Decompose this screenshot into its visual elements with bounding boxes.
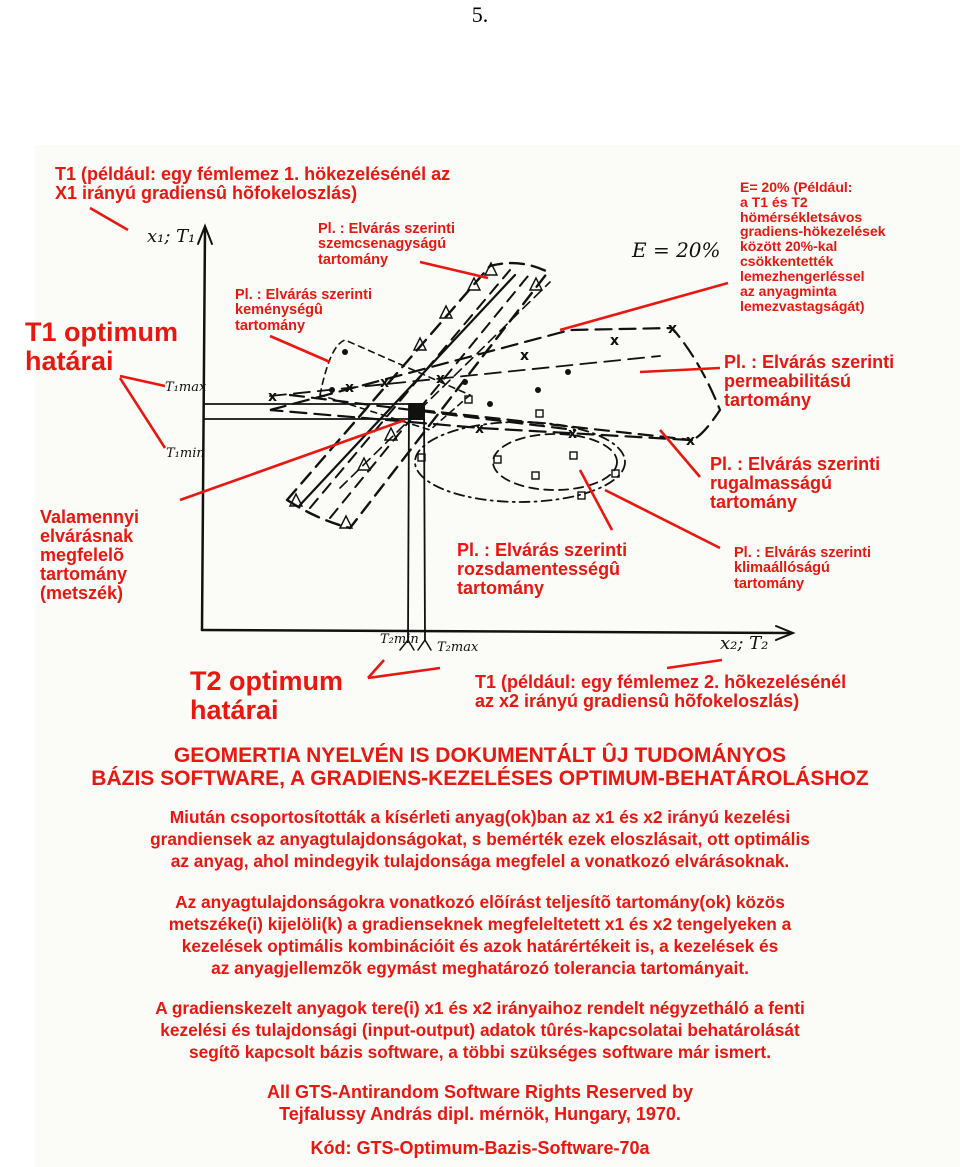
t1-optimum-label: T1 optimum határai [25, 317, 178, 376]
t2-optimum-label: T2 optimum határai [190, 666, 343, 725]
svg-text:x: x [568, 426, 578, 442]
svg-text:x: x [345, 380, 355, 396]
svg-text:x: x [686, 433, 696, 449]
pointer-permeability [640, 368, 720, 372]
pointer-e [560, 283, 728, 330]
climate-label: Pl. : Elvárás szerinti klimaállóságú tartomány [734, 545, 872, 592]
svg-text:x: x [268, 389, 278, 405]
pointer-t2-heading [667, 660, 722, 668]
y-axis-label: x₁; T₁ [147, 226, 196, 247]
e-value-label: E = 20% [632, 238, 721, 262]
paragraph-2: Az anyagtulajdonságokra vonatkozó elõírást teljesítõ tartomány(ok) közös metszéke(i) kijelöli(k) a gradienseknek megfeleltetett x1 és x2 tengelyeken a kezelések optimális kombinációit és azok határértékeit is, a kezelések és az anyagjellemzõk egymást meghatározó tolerancia tartományait. [168, 892, 792, 978]
x-axis [202, 630, 792, 633]
intersection-label: Valamennyi elvárásnak megfelelõ tartomány (metszék) [40, 507, 140, 604]
t1-heading: T1 (például: egy fémlemez 1. hökezelésénél az X1 irányú gradiensû hõfokeloszlás) [55, 164, 451, 204]
svg-text:x: x [436, 371, 446, 387]
svg-text:x: x [475, 421, 485, 437]
pointer-t1max [120, 376, 165, 386]
hardness-label: Pl. : Elvárás szerinti keménységû tartomány [235, 287, 373, 334]
elasticity-label: Pl. : Elvárás szerinti rugalmasságú tartomány [710, 454, 881, 513]
pointer-t2-b [368, 668, 440, 678]
stainless-oval [415, 422, 625, 502]
t1max-label: T₁max [165, 380, 207, 395]
page-number: 5. [471, 2, 489, 27]
optimum-intersection [409, 403, 425, 420]
t2min-label: T₂min [380, 632, 419, 647]
climate-oval [493, 434, 617, 490]
t1min-label: T₁min [166, 446, 205, 461]
pointer-t1-heading [90, 208, 128, 230]
pointer-hardness [270, 336, 330, 362]
x-axis-label: x₂; T₂ [720, 633, 769, 654]
svg-text:x: x [380, 375, 390, 391]
e-note: E= 20% (Például: a T1 és T2 hömérsékletsávos gradiens-hökezelések között 20%-kal csökkentették lemezhengerléssel az anyagminta lemezvastagságát) [740, 179, 886, 314]
pointer-intersection [180, 420, 405, 500]
grain-size-label: Pl. : Elvárás szerinti szemcsenagyságú tartomány [318, 221, 456, 268]
t2-heading: T1 (például: egy fémlemez 2. hõkezelésénél az x2 irányú gradiensû hõfokeloszlás) [475, 672, 847, 712]
t2max-label: T₂max [437, 640, 479, 655]
rights-notice: All GTS-Antirandom Software Rights Reserved by Tejfalussy András dipl. mérnök, Hungary, 1970. [266, 1082, 694, 1124]
elasticity-line-a [290, 395, 575, 430]
permeability-label: Pl. : Elvárás szerinti permeabilitású tartomány [724, 352, 895, 411]
main-title: GEOMERTIA NYELVÉN IS DOKUMENTÁLT ÛJ TUDOMÁNYOS BÁZIS SOFTWARE, A GRADIENS-KEZELÉSES OPTIMUM-BEHATÁROLÁSHOZ [91, 744, 869, 790]
pointer-stainless [580, 470, 612, 530]
paragraph-1: Miután csoportosították a kísérleti anyag(ok)ban az x1 és x2 irányú kezelési grandiensek az anyagtulajdonságokat, s bemérték ezek eloszlásait, ott optimális az anyag, ahol mindegyik tulajdonsága megfelel a vonatkozó elvárásoknak. [150, 807, 810, 871]
paragraph-3: A gradienskezelt anyagok tere(i) x1 és x2 irányaihoz rendelt négyzetháló a fenti kezelési és tulajdonsági (input-output) adatok tûrés-kapcsolatai behatárolását segítõ kapcsolt bázis software, a többi szükséges software már ismert. [155, 998, 805, 1062]
elasticity-line-b [420, 410, 692, 440]
software-code: Kód: GTS-Optimum-Bazis-Software-70a [310, 1138, 650, 1158]
svg-text:x: x [610, 333, 620, 349]
pointer-t1min [120, 378, 165, 448]
stainless-label: Pl. : Elvárás szerinti rozsdamentességû tartomány [457, 540, 628, 599]
svg-text:x: x [668, 321, 678, 337]
t2max-line [424, 404, 425, 640]
svg-text:x: x [520, 348, 530, 364]
t2min-line [408, 404, 409, 640]
y-axis [202, 228, 205, 630]
